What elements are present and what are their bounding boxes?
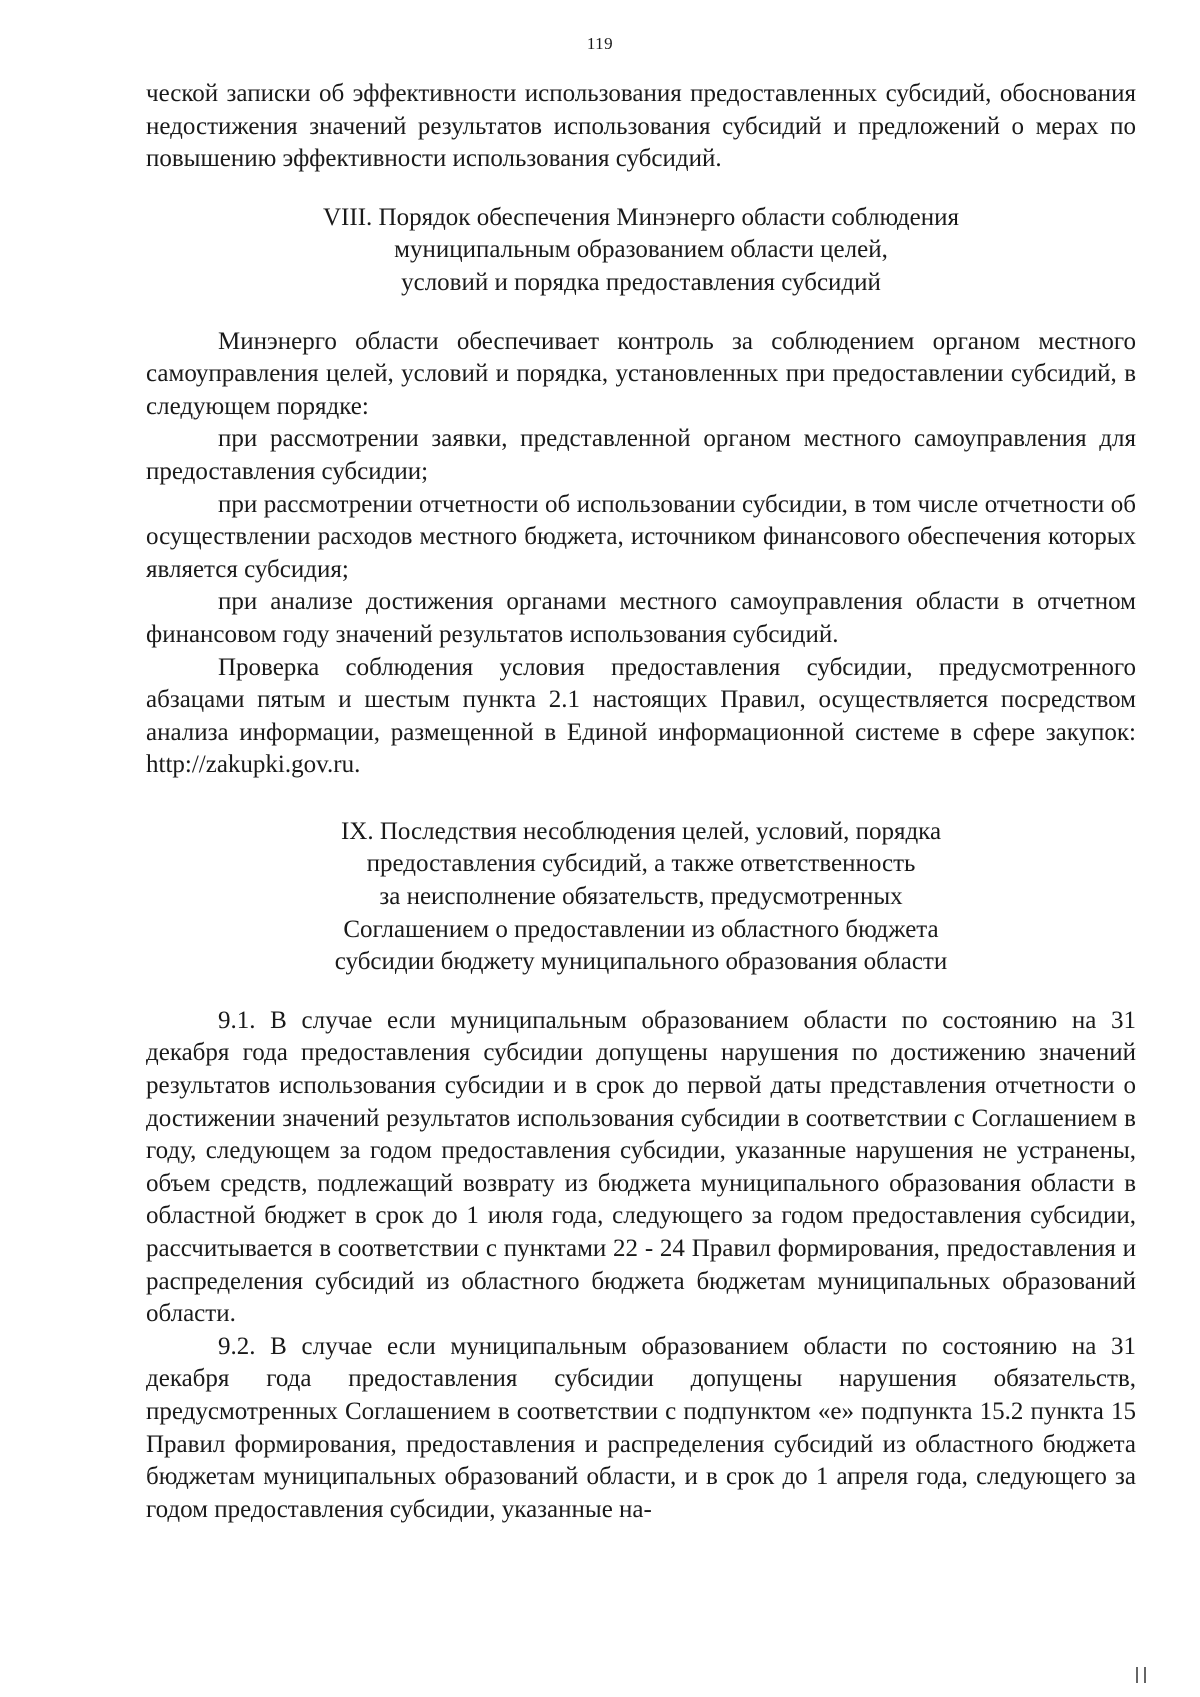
section-8-paragraph: при рассмотрении заявки, представленной органом местного самоуправления для предоставления субсидии; [146, 425, 1136, 485]
heading-line: условий и порядка предоставления субсидий [401, 268, 881, 296]
heading-line: субсидии бюджету муниципального образования области [334, 948, 948, 976]
page-number: 119 [586, 34, 614, 53]
scan-mark [1144, 1667, 1148, 1683]
heading-line: за неисполнение обязательств, предусмотренных [379, 883, 903, 911]
continuation-paragraph: ческой записки об эффективности использования предоставленных субсидий, обоснования недостижения значений результатов использования субсидий и предложений о мерах по повышению эффективности использования субсидий. [146, 80, 1136, 173]
scan-mark [1136, 1667, 1140, 1683]
heading-line: предоставления субсидий, а также ответственность [366, 850, 916, 878]
heading-line: VIII. Порядок обеспечения Минэнерго области соблюдения [323, 203, 959, 231]
heading-line: IX. Последствия несоблюдения целей, условий, порядка [340, 817, 942, 845]
heading-line: муниципальным образованием области целей, [394, 236, 888, 264]
section-8-heading [146, 202, 1136, 300]
heading-line: Соглашением о предоставлении из областного бюджета [343, 915, 939, 943]
section-8-paragraph: при анализе достижения органами местного самоуправления области в отчетном финансовом году значений результатов использования субсидий. [146, 588, 1136, 648]
section-8-paragraph: Проверка соблюдения условия предоставления субсидии, предусмотренного абзацами пятым и шестым пункта 2.1 настоящих Правил, осуществляется посредством анализа информации, размещенной в Единой информационной системе в сфере закупок: http://zakupki.gov.ru. [146, 653, 1136, 779]
section-9-paragraph: 9.2. В случае если муниципальным образованием области по состоянию на 31 декабря года предоставления субсидии допущены нарушения обязательств, предусмотренных Соглашением в соответствии с подпунктом «е» подпункта 15.2 пункта 15 Правил формирования, предоставления и распределения субсидий из областного бюджета бюджетам муниципальных образований области, и в срок до 1 апреля года, следующего за годом предоставления субсидии, указанные на- [146, 1332, 1136, 1523]
document-body [146, 78, 1136, 1526]
section-8-paragraph: Минэнерго области обеспечивает контроль за соблюдением органом местного самоуправления целей, условий и порядка, установленных при предоставлении субсидий, в следующем порядке: [146, 327, 1136, 420]
section-9-heading [146, 816, 1136, 979]
section-8-paragraph: при рассмотрении отчетности об использовании субсидии, в том числе отчетности об осуществлении расходов местного бюджета, источником финансового обеспечения которых является субсидия; [146, 490, 1136, 583]
section-9-paragraph: 9.1. В случае если муниципальным образованием области по состоянию на 31 декабря года предоставления субсидии допущены нарушения по достижению значений результатов использования субсидии и в срок до первой даты представления отчетности о достижении значений результатов использования субсидии в соответствии с Соглашением в году, следующем за годом предоставления субсидии, указанные нарушения не устранены, объем средств, подлежащий возврату из бюджета муниципального образования области в областной бюджет в срок до 1 июля года, следующего за годом предоставления субсидии, рассчитывается в соответствии с пунктами 22 - 24 Правил формирования, предоставления и распределения субсидий из областного бюджета бюджетам муниципальных образований области. [146, 1006, 1136, 1328]
